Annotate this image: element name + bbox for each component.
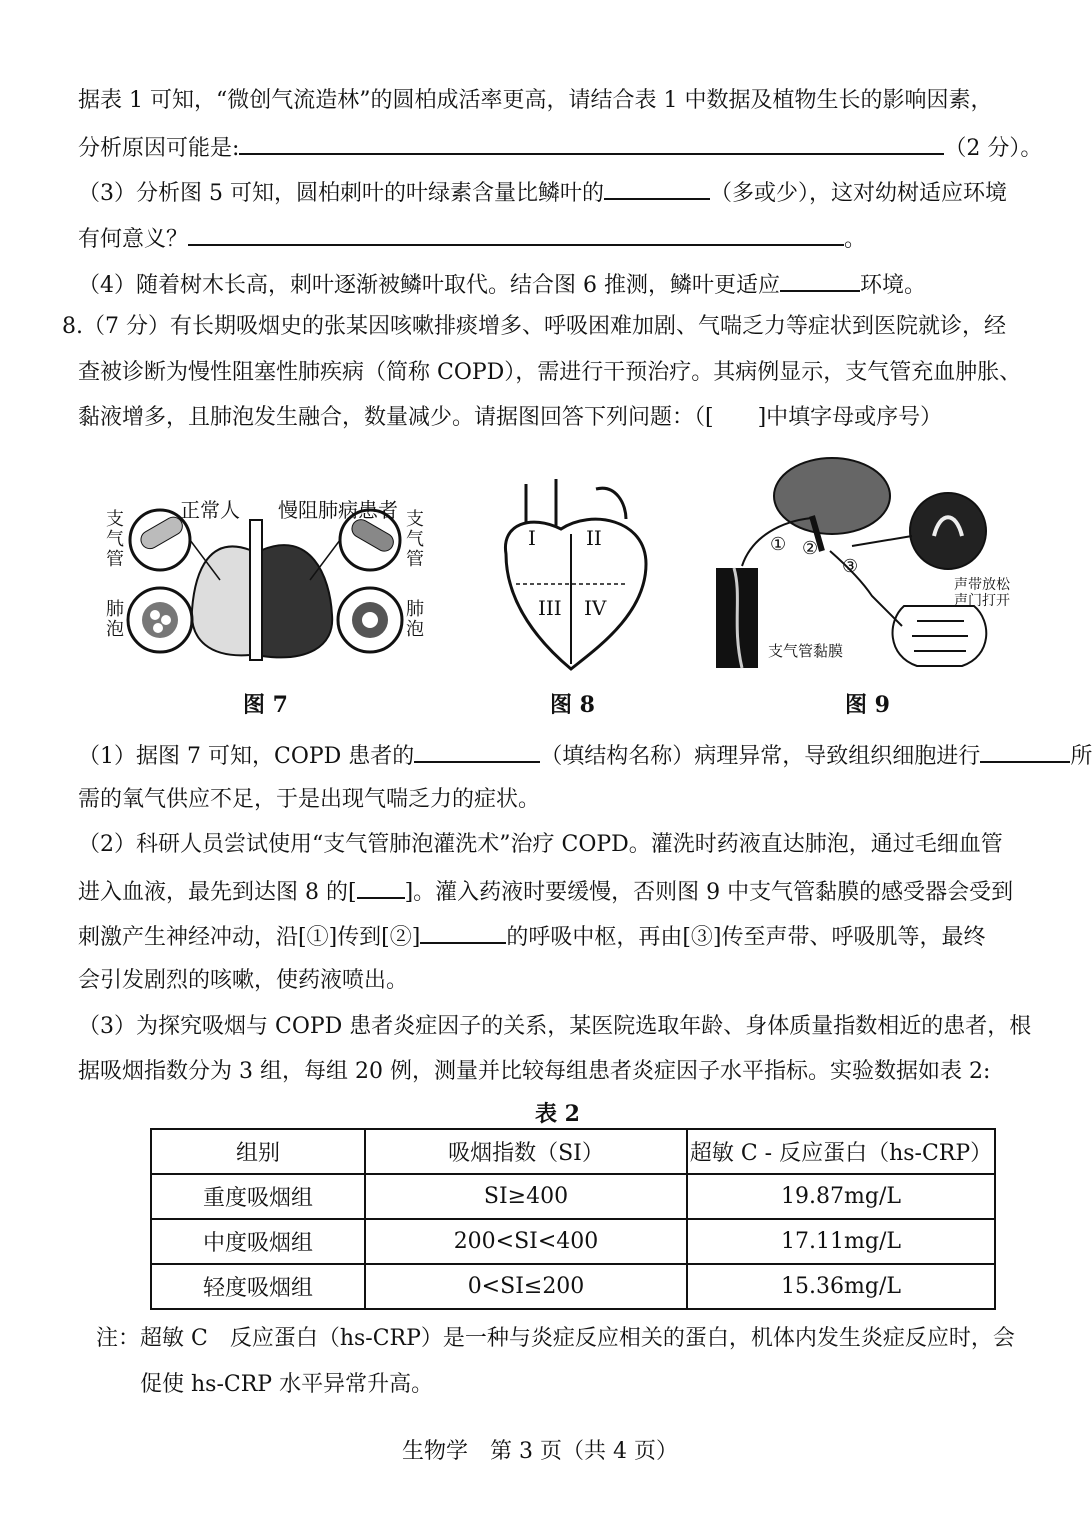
text: 促使 hs-CRP 水平异常升高。 [140, 1372, 434, 1397]
table-header: 吸烟指数（SI） [365, 1129, 687, 1174]
text: 注：超敏 C 反应蛋白（hs-CRP）是一种与炎症反应相关的蛋白，机体内发生炎症反应时，会 [96, 1326, 1015, 1351]
label-alveoli-right: 肺泡 [406, 599, 424, 640]
label-bronchus-right: 支气管 [406, 509, 424, 570]
text-line [78, 739, 1092, 772]
table-2 [150, 1128, 996, 1310]
table-cell: SI≥400 [365, 1174, 687, 1219]
page-footer: 生物学 第 3 页（共 4 页） [402, 1439, 678, 1464]
text: （2 分）。 [944, 136, 1043, 161]
text: 。 [844, 227, 867, 252]
text: 据表 1 可知，“微创气流造林”的圆柏成活率更高，请结合表 1 中数据及植物生长的影响因素， [78, 88, 993, 113]
text: 刺激产生神经冲动，沿[①]传到[②] [78, 925, 421, 950]
table-cell: 轻度吸烟组 [151, 1264, 365, 1309]
text: （4）随着树木长高，刺叶逐渐被鳞叶取代。结合图 6 推测，鳞叶更适应 [78, 273, 780, 298]
text-line [78, 785, 540, 815]
text-line [78, 920, 986, 953]
heart-illustration [486, 474, 666, 674]
text: 据吸烟指数分为 3 组，每组 20 例，测量并比较每组患者炎症因子水平指标。实验数据如表 2: [78, 1059, 991, 1084]
answer-blank[interactable] [980, 739, 1070, 763]
chamber-label-1: I [528, 526, 536, 550]
text-line [78, 358, 1021, 388]
label-alveoli-left: 肺泡 [106, 599, 124, 640]
question-8-line [62, 312, 1006, 342]
text: 8.（7 分）有长期吸烟史的张某因咳嗽排痰增多、呼吸困难加剧、气喘乏力等症状到医院就诊，经 [62, 314, 1006, 339]
text: （填结构名称）病理异常，导致组织细胞进行 [540, 744, 981, 769]
note-line [140, 1370, 433, 1400]
text-line [78, 403, 942, 433]
text-line [78, 131, 1042, 164]
figure-8-heart [486, 474, 666, 674]
text: （多或少），这对幼树适应环境 [709, 181, 1007, 206]
label-glottis-open: 声门打开 [954, 593, 1010, 609]
text: （3）为探究吸烟与 COPD 患者炎症因子的关系，某医院选取年龄、身体质量指数相近的患者，根 [78, 1014, 1032, 1039]
table-row [151, 1174, 995, 1219]
label-bronchus-mucosa: 支气管黏膜 [768, 642, 844, 660]
text: 黏液增多，且肺泡发生融合，数量减少。请据图回答下列问题：（[ ]中填字母或序号） [78, 405, 943, 430]
text: 查被诊断为慢性阻塞性肺疾病（简称 COPD），需进行干预治疗。其病例显示，支气管充血肿胀、 [78, 360, 1022, 385]
figure-8-caption: 图 8 [550, 692, 595, 718]
text: 环境。 [859, 273, 926, 298]
chamber-label-4: IV [584, 596, 607, 620]
text: （2）科研人员尝试使用“支气管肺泡灌洗术”治疗 COPD。灌洗时药液直达肺泡，通过毛细血管 [78, 832, 1003, 857]
figure-9-caption: 图 9 [845, 692, 890, 718]
text-line [78, 176, 1007, 209]
text-line [78, 1057, 990, 1087]
text-line [78, 1012, 1031, 1042]
table-header: 组别 [151, 1129, 365, 1174]
table-cell: 15.36mg/L [687, 1264, 995, 1309]
label-patient: 慢阻肺病患者 [278, 498, 398, 522]
answer-blank[interactable] [357, 875, 405, 899]
path-label-1: ① [770, 534, 787, 555]
text: （1）据图 7 可知，COPD 患者的 [78, 744, 415, 769]
figure-7-lungs [100, 480, 430, 670]
answer-blank[interactable] [420, 920, 506, 944]
text: 进入血液，最先到达图 8 的[ [78, 880, 357, 905]
label-vocal-relax: 声带放松 [954, 577, 1010, 593]
answer-blank[interactable] [780, 268, 860, 292]
text-line [78, 830, 1003, 860]
chamber-label-2: II [586, 526, 602, 550]
note-line [96, 1324, 1015, 1354]
text: 需的氧气供应不足，于是出现气喘乏力的症状。 [78, 787, 541, 812]
text: 有何意义？ [78, 227, 189, 252]
table-header: 超敏 C - 反应蛋白（hs-CRP） [687, 1129, 995, 1174]
path-label-3: ③ [842, 556, 859, 577]
answer-blank[interactable] [414, 739, 540, 763]
text: ]。灌入药液时要缓慢，否则图 9 中支气管黏膜的感受器会受到 [404, 880, 1014, 905]
answer-blank[interactable] [604, 176, 710, 200]
text: 的呼吸中枢，再由[③]传至声带、呼吸肌等，最终 [506, 925, 986, 950]
table-row [151, 1219, 995, 1264]
table-cell: 中度吸烟组 [151, 1219, 365, 1264]
text: 分析原因可能是: [78, 136, 240, 161]
label-bronchus-left: 支气管 [106, 509, 124, 570]
figure-7-caption: 图 7 [243, 692, 288, 718]
answer-blank[interactable] [188, 222, 844, 246]
figure-9-reflex [712, 456, 1032, 676]
table-cell: 重度吸烟组 [151, 1174, 365, 1219]
text-line [78, 268, 926, 301]
chamber-label-3: III [538, 596, 562, 620]
table-header-row [151, 1129, 995, 1174]
text: 所 [1070, 744, 1092, 769]
table-cell: 200<SI<400 [365, 1219, 687, 1264]
text: 会引发剧烈的咳嗽，使药液喷出。 [78, 968, 409, 993]
text: （3）分析图 5 可知，圆柏刺叶的叶绿素含量比鳞叶的 [78, 181, 604, 206]
table-2-title: 表 2 [535, 1101, 580, 1127]
text-line [78, 875, 1013, 908]
path-label-2: ② [802, 538, 819, 559]
text-line [78, 966, 408, 996]
label-normal: 正常人 [180, 498, 240, 522]
table-cell: 19.87mg/L [687, 1174, 995, 1219]
table-row [151, 1264, 995, 1309]
text-line [78, 86, 992, 116]
text-line [78, 222, 866, 255]
table-cell: 17.11mg/L [687, 1219, 995, 1264]
answer-blank[interactable] [239, 131, 944, 155]
reflex-arc-illustration [712, 456, 1032, 676]
table-cell: 0<SI≤200 [365, 1264, 687, 1309]
